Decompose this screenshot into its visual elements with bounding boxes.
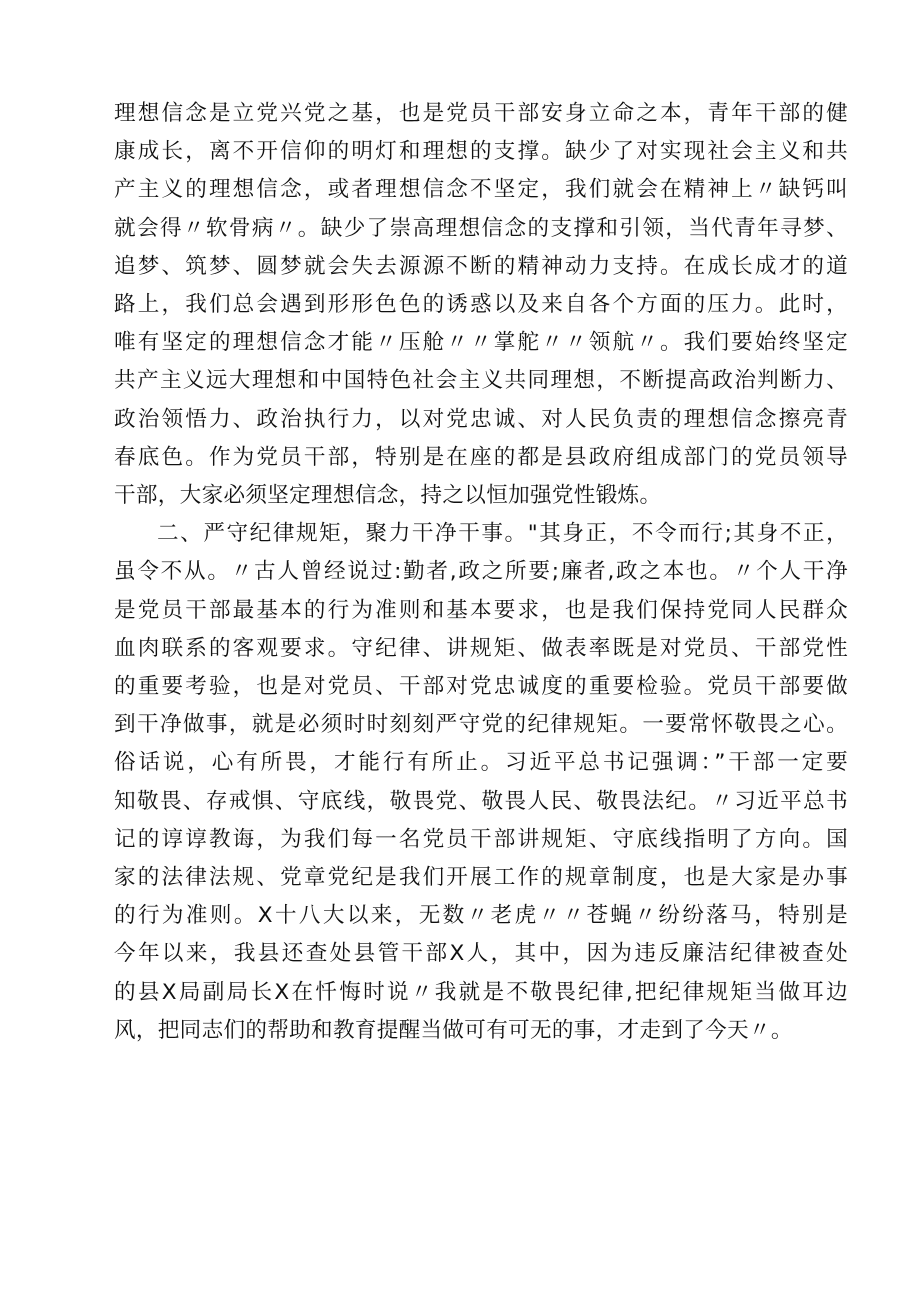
paragraph-1-line: 政治领悟力、政治执行力，以对党忠诚、对人民负责的理想信念擦亮青 xyxy=(114,406,848,432)
paragraph-1-line: 理想信念是立党兴党之基，也是党员干部安身立命之本，青年干部的健 xyxy=(114,101,848,126)
paragraph-2-line: 风，把同志们的帮助和教育提醒当做可有可无的事，才走到了今天〃。 xyxy=(114,1017,793,1043)
paragraph-2-line: 俗话说，心有所畏，才能行有所止。习近平总书记强调：”干部一定要 xyxy=(114,750,848,776)
paragraph-2-line: 的县X局副局长X在忏悔时说〃我就是不敬畏纪律,把纪律规矩当做耳边 xyxy=(114,979,848,1005)
paragraph-2-line: 虽令不从。〃古人曾经说过:勤者,政之所要;廉者,政之本也。〃个人干净 xyxy=(114,559,848,585)
paragraph-1-line: 唯有坚定的理想信念才能〃压舱〃〃掌舵〃〃领航〃。我们要始终坚定 xyxy=(114,330,848,356)
paragraph-1-line: 康成长，离不开信仰的明灯和理想的支撑。缺少了对实现社会主义和共 xyxy=(114,139,848,165)
paragraph-1 xyxy=(114,95,848,515)
paragraph-2-line: 到干净做事，就是必须时时刻刻严守党的纪律规矩。一要常怀敬畏之心。 xyxy=(114,712,848,738)
paragraph-1-line: 干部，大家必须坚定理想信念，持之以恒加强党性锻炼。 xyxy=(114,483,662,509)
paragraph-1-line: 路上，我们总会遇到形形色色的诱惑以及来自各个方面的压力。此时， xyxy=(114,292,848,318)
paragraph-1-line: 产主义的理想信念，或者理想信念不坚定，我们就会在精神上〃缺钙叫 xyxy=(114,177,848,203)
paragraph-2-line: 今年以来，我县还查处县管干部X人，其中，因为违反廉洁纪律被查处 xyxy=(114,941,848,967)
paragraph-2-line: 的重要考验，也是对党员、干部对党忠诚度的重要检验。党员干部要做 xyxy=(114,674,848,700)
paragraph-1-line: 春底色。作为党员干部，特别是在座的都是县政府组成部门的党员领导 xyxy=(114,444,848,470)
paragraph-2 xyxy=(114,515,848,1050)
document-page xyxy=(114,95,848,1050)
paragraph-1-line: 就会得〃软骨病〃。缺少了崇高理想信念的支撑和引领，当代青年寻梦、 xyxy=(114,215,848,241)
paragraph-1-line: 共产主义远大理想和中国特色社会主义共同理想，不断提高政治判断力、 xyxy=(114,368,848,394)
paragraph-2-line: 是党员干部最基本的行为准则和基本要求，也是我们保持党同人民群众 xyxy=(114,597,848,623)
paragraph-2-line: 血肉联系的客观要求。守纪律、讲规矩、做表率既是对党员、干部党性 xyxy=(114,635,848,661)
paragraph-2-line: 家的法律法规、党章党纪是我们开展工作的规章制度，也是大家是办事 xyxy=(114,865,848,891)
paragraph-2-line: 二、严守纪律规矩，聚力干净干事。"其身正，不令而行;其身不正， xyxy=(157,521,848,547)
paragraph-1-line: 追梦、筑梦、圆梦就会失去源源不断的精神动力支持。在成长成才的道 xyxy=(114,253,848,279)
paragraph-2-line: 记的谆谆教诲，为我们每一名党员干部讲规矩、守底线指明了方向。国 xyxy=(114,826,848,852)
paragraph-2-line: 知敬畏、存戒惧、守底线，敬畏党、敬畏人民、敬畏法纪。〃习近平总书 xyxy=(114,788,848,814)
paragraph-2-line: 的行为准则。X十八大以来，无数〃老虎〃〃苍蝇〃纷纷落马，特别是 xyxy=(114,903,848,929)
